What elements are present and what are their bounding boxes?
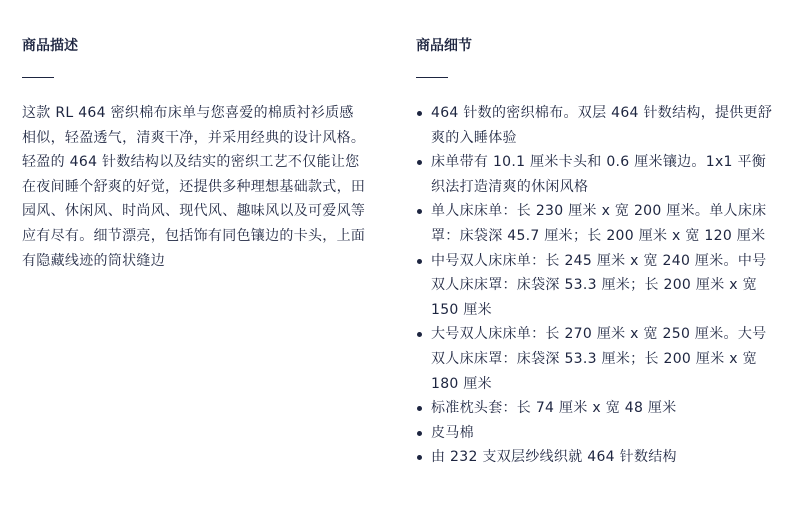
bullet-icon [417, 111, 422, 116]
bullet-icon [417, 332, 422, 337]
details-list-item [416, 101, 774, 150]
description-heading: 商品描述 [22, 38, 78, 54]
details-item-text: 464 针数的密织棉布。双层 464 针数结构，提供更舒爽的入睡体验 [431, 105, 773, 146]
bullet-icon [417, 431, 422, 436]
bullet-icon [417, 406, 422, 411]
details-list-item [416, 396, 774, 421]
details-list-item [416, 445, 774, 470]
details-heading: 商品细节 [416, 38, 472, 54]
bullet-icon [417, 455, 422, 460]
bullet-icon [417, 209, 422, 214]
details-list-item [416, 150, 774, 199]
details-list-item [416, 322, 774, 396]
bullet-icon [417, 160, 422, 165]
bullet-icon [417, 259, 422, 264]
details-item-text: 床单带有 10.1 厘米卡头和 0.6 厘米镶边。1x1 平衡织法打造清爽的休闲风格 [431, 154, 767, 195]
details-item-text: 由 232 支双层纱线织就 464 针数结构 [431, 449, 677, 466]
description-heading-underline [22, 77, 54, 78]
details-heading-underline [416, 77, 448, 78]
details-list-item [416, 249, 774, 323]
details-item-text: 大号双人床床单：长 270 厘米 x 宽 250 厘米。大号双人床床罩：床袋深 53.3 厘米；长 200 厘米 x 宽 180 厘米 [431, 326, 767, 392]
details-list [416, 101, 774, 470]
description-text: 这款 RL 464 密织棉布床单与您喜爱的棉质衬衫质感相似，轻盈透气，清爽干净，并采用经典的设计风格。轻盈的 464 针数结构以及结实的密织工艺不仅能让您在夜间睡个舒爽的好觉，还提供多种理想基础款式，田园风、休闲风、时尚风、现代风、趣味风以及可爱风等应有尽有。细节漂亮，包括饰有同色镶边的卡头，上面有隐藏线迹的筒状缝边 [22, 105, 366, 269]
details-item-text: 标准枕头套：长 74 厘米 x 宽 48 厘米 [431, 400, 677, 417]
details-item-text: 中号双人床床单：长 245 厘米 x 宽 240 厘米。中号双人床床罩：床袋深 53.3 厘米；长 200 厘米 x 宽 150 厘米 [431, 252, 767, 318]
details-list-item [416, 421, 774, 446]
details-item-text: 皮马棉 [431, 424, 474, 441]
details-item-text: 单人床床单：长 230 厘米 x 宽 200 厘米。单人床床罩：床袋深 45.7 厘米；长 200 厘米 x 宽 120 厘米 [431, 203, 767, 244]
details-list-item [416, 199, 774, 248]
